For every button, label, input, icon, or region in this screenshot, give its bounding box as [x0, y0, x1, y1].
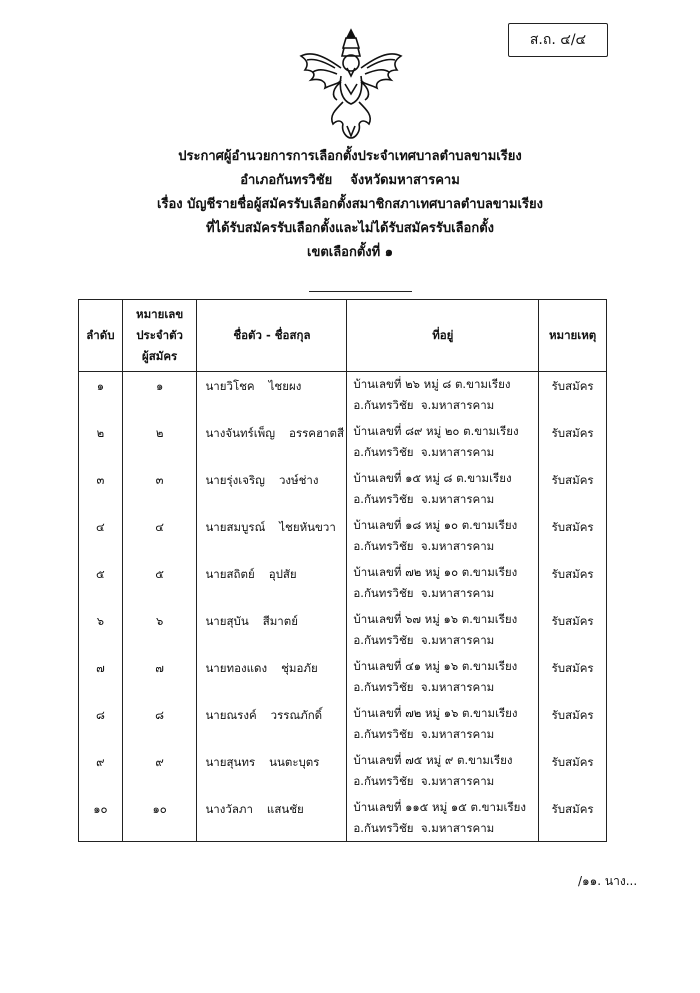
address-line-2: อ.กันทรวิชัย จ.มหาสารคาม [353, 773, 495, 788]
first-name: นายสุบัน [205, 613, 249, 628]
first-name: นายสมบูรณ์ [205, 519, 266, 534]
cell-name [197, 795, 347, 842]
address-line-1: บ้านเลขที่ ๑๕ หมู่ ๘ ต.ขามเรียง [353, 470, 512, 485]
table-row [79, 419, 607, 466]
address-line-2: อ.กันทรวิชัย จ.มหาสารคาม [353, 820, 495, 835]
cell-address [347, 748, 539, 795]
cell-name [197, 607, 347, 654]
form-code: ส.ถ. ๔/๔ [529, 32, 587, 48]
first-name: นายวิโชค [205, 379, 255, 393]
cell-candidate-number: ๒ [122, 419, 197, 466]
cell-candidate-number: ๗ [122, 654, 197, 701]
cell-seq: ๕ [79, 560, 123, 607]
cell-candidate-number: ๖ [122, 607, 197, 654]
address-line-2: อ.กันทรวิชัย จ.มหาสารคาม [353, 398, 495, 412]
cell-seq: ๙ [79, 748, 123, 795]
table-row [79, 372, 607, 419]
cell-candidate-number: ๙ [122, 748, 197, 795]
cell-name [197, 748, 347, 795]
address-line-1: บ้านเลขที่ ๑๑๕ หมู่ ๑๕ ต.ขามเรียง [353, 799, 527, 814]
table-header-row [79, 300, 607, 372]
cell-candidate-number: ๑ [122, 372, 197, 419]
address-line-1: บ้านเลขที่ ๖๗ หมู่ ๑๖ ต.ขามเรียง [353, 611, 518, 626]
cell-note: รับสมัคร [539, 513, 607, 560]
cell-seq: ๒ [79, 419, 123, 466]
address-line-1: บ้านเลขที่ ๗๕ หมู่ ๙ ต.ขามเรียง [353, 752, 513, 767]
cell-name [197, 701, 347, 748]
cell-address [347, 795, 539, 842]
cell-note: รับสมัคร [539, 795, 607, 842]
address-line-1: บ้านเลขที่ ๒๖ หมู่ ๘ ต.ขามเรียง [353, 377, 511, 391]
form-code-box [508, 23, 608, 57]
address-line-1: บ้านเลขที่ ๑๘ หมู่ ๑๐ ต.ขามเรียง [353, 517, 518, 532]
first-name: นายณรงค์ [205, 707, 257, 722]
address-line-1: บ้านเลขที่ ๔๑ หมู่ ๑๖ ต.ขามเรียง [353, 658, 518, 673]
cell-name [197, 466, 347, 513]
cell-note: รับสมัคร [539, 607, 607, 654]
cell-name [197, 560, 347, 607]
cell-note: รับสมัคร [539, 748, 607, 795]
cell-seq: ๖ [79, 607, 123, 654]
last-name: วงษ์ช่าง [278, 472, 319, 487]
cell-name [197, 372, 347, 419]
first-name: นายสถิตย์ [205, 566, 255, 581]
col-header-number [122, 300, 197, 372]
cell-seq: ๑๐ [79, 795, 123, 842]
first-name: นางจันทร์เพ็ญ [205, 425, 276, 440]
continuation-note: /๑๑. นาง... [578, 874, 638, 888]
cell-note: รับสมัคร [539, 560, 607, 607]
address-line-2: อ.กันทรวิชัย จ.มหาสารคาม [353, 538, 495, 553]
address-line-2: อ.กันทรวิชัย จ.มหาสารคาม [353, 679, 495, 694]
first-name: นายรุ่งเจริญ [205, 472, 265, 487]
last-name: สีมาตย์ [262, 613, 298, 628]
cell-address [347, 654, 539, 701]
heading-line-4: ที่ได้รับสมัครรับเลือกตั้งและไม่ได้รับสมัครรับเลือกตั้ง [205, 221, 495, 236]
cell-seq: ๑ [79, 372, 123, 419]
address-line-2: อ.กันทรวิชัย จ.มหาสารคาม [353, 726, 495, 741]
col-header-number-line-2: ประจำตัว [136, 328, 183, 342]
cell-candidate-number: ๔ [122, 513, 197, 560]
col-header-seq: ลำดับ [79, 300, 123, 372]
table-row [79, 513, 607, 560]
cell-address [347, 560, 539, 607]
table-row [79, 795, 607, 842]
table-row [79, 560, 607, 607]
cell-note: รับสมัคร [539, 466, 607, 513]
cell-address [347, 372, 539, 419]
address-line-1: บ้านเลขที่ ๘๙ หมู่ ๒๐ ต.ขามเรียง [353, 423, 519, 438]
heading-line-2: อำเภอกันทรวิชัย จังหวัดมหาสารคาม [240, 173, 460, 188]
cell-note: รับสมัคร [539, 654, 607, 701]
last-name: ไชยหันขวา [279, 519, 336, 534]
address-line-2: อ.กันทรวิชัย จ.มหาสารคาม [353, 491, 495, 506]
col-header-number-line-1: หมายเลข [136, 307, 184, 321]
col-header-number-line-3: ผู้สมัคร [142, 349, 178, 363]
last-name: ชุ่มอภัย [281, 660, 318, 675]
cell-name [197, 513, 347, 560]
cell-seq: ๘ [79, 701, 123, 748]
address-line-2: อ.กันทรวิชัย จ.มหาสารคาม [353, 632, 495, 647]
address-line-1: บ้านเลขที่ ๗๒ หมู่ ๑๐ ต.ขามเรียง [353, 564, 518, 579]
last-name: แสนชัย [266, 801, 304, 816]
announcement-heading [0, 145, 700, 265]
table-row [79, 466, 607, 513]
table-row [79, 607, 607, 654]
cell-seq: ๓ [79, 466, 123, 513]
col-header-note: หมายเหตุ [539, 300, 607, 372]
heading-line-1: ประกาศผู้อำนวยการการเลือกตั้งประจำเทศบาลตำบลขามเรียง [178, 149, 522, 164]
cell-name [197, 654, 347, 701]
cell-candidate-number: ๑๐ [122, 795, 197, 842]
cell-name [197, 419, 347, 466]
cell-note: รับสมัคร [539, 372, 607, 419]
cell-note: รับสมัคร [539, 419, 607, 466]
last-name: วรรณภักดิ์ [270, 707, 323, 722]
cell-seq: ๔ [79, 513, 123, 560]
address-line-2: อ.กันทรวิชัย จ.มหาสารคาม [353, 444, 495, 459]
last-name: ไชยผง [268, 379, 302, 393]
address-line-2: อ.กันทรวิชัย จ.มหาสารคาม [353, 585, 495, 600]
cell-address [347, 419, 539, 466]
table-row [79, 654, 607, 701]
cell-address [347, 466, 539, 513]
address-line-1: บ้านเลขที่ ๗๒ หมู่ ๑๖ ต.ขามเรียง [353, 705, 518, 720]
first-name: นายสุนทร [205, 754, 256, 769]
cell-address [347, 513, 539, 560]
table-row [79, 701, 607, 748]
heading-line-5: เขตเลือกตั้งที่ ๑ [307, 245, 393, 260]
garuda-emblem-icon [297, 28, 405, 140]
cell-seq: ๗ [79, 654, 123, 701]
first-name: นางวัลภา [205, 801, 253, 816]
cell-candidate-number: ๓ [122, 466, 197, 513]
col-header-name: ชื่อตัว - ชื่อสกุล [197, 300, 347, 372]
first-name: นายทองแดง [205, 660, 268, 675]
last-name: นนตะบุตร [269, 754, 320, 769]
last-name: อรรคฮาตสี [289, 425, 344, 440]
col-header-address: ที่อยู่ [347, 300, 539, 372]
cell-note: รับสมัคร [539, 701, 607, 748]
heading-line-3: เรื่อง บัญชีรายชื่อผู้สมัครรับเลือกตั้งสมาชิกสภาเทศบาลตำบลขามเรียง [157, 197, 543, 212]
cell-candidate-number: ๘ [122, 701, 197, 748]
cell-address [347, 701, 539, 748]
cell-address [347, 607, 539, 654]
candidate-table [78, 299, 607, 842]
heading-divider [309, 291, 412, 292]
last-name: อุปสัย [268, 566, 297, 581]
cell-candidate-number: ๕ [122, 560, 197, 607]
table-row [79, 748, 607, 795]
